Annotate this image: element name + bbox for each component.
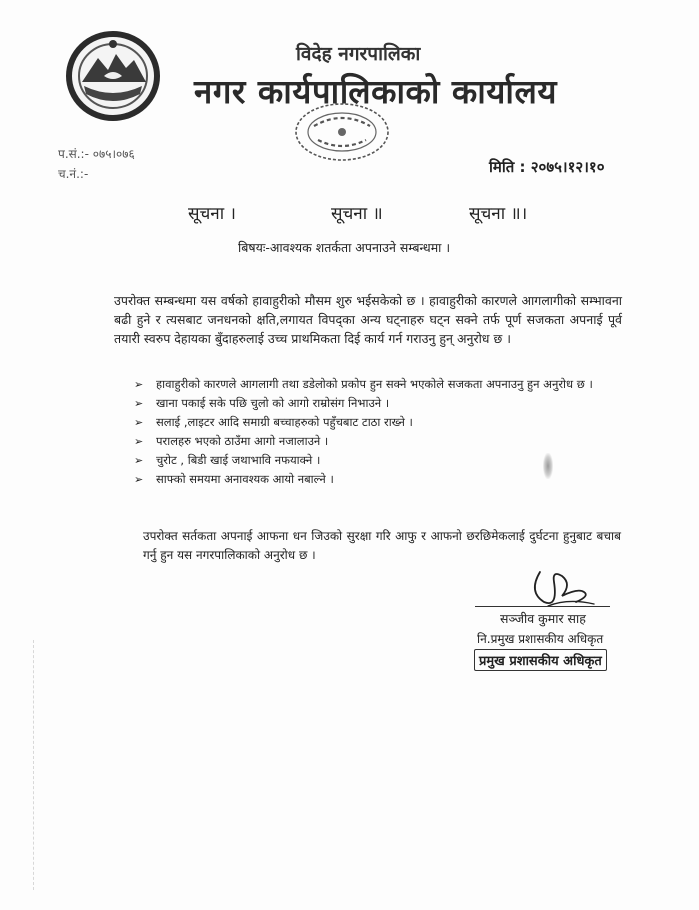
notice-heading-1: सूचना । [188, 204, 236, 224]
arrow-bullet-icon: ➢ [134, 416, 144, 429]
letter-number: प.सं.:- ०७५।०७६ [58, 147, 135, 161]
list-item [134, 414, 622, 431]
arrow-bullet-icon: ➢ [134, 473, 144, 486]
letter-date: मिति : २०७५।१२।१० [489, 158, 605, 176]
signer-name: सञ्जीव कुमार साह [500, 611, 586, 626]
arrow-bullet-icon: ➢ [134, 397, 144, 410]
list-item-text: सलाई ,लाइटर आदि समाग्री बच्चाहरुको पहुँचबाट टाठा राख्ने । [156, 415, 413, 429]
arrow-bullet-icon: ➢ [134, 435, 144, 448]
arrow-bullet-icon: ➢ [134, 378, 144, 391]
signer-title: नि.प्रमुख प्रशासकीय अधिकृत [477, 632, 604, 646]
arrow-bullet-icon: ➢ [134, 454, 144, 467]
scan-artifact-line [33, 640, 34, 890]
list-item-text: हावाहुरीको कारणले आगलागी तथा डडेलोको प्रकोप हुन सक्ने भएकोले सजकता अपनाउनु हुन अनुरोध छ । [156, 377, 593, 391]
signature-rule [475, 606, 610, 607]
subject-line: बिषयः-आवश्यक शतर्कता अपनाउने सम्बन्धमा । [238, 240, 451, 255]
nepal-emblem-icon [64, 30, 162, 122]
list-item [134, 433, 622, 450]
municipality-name: विदेह नगरपालिका [296, 43, 421, 65]
list-item-text: परालहरु भएको ठाउँमा आगो नजालाउने । [156, 434, 329, 448]
list-item-text: साफ्को समयमा अनावश्यक आयो नबाल्ने । [156, 472, 334, 486]
list-item-text: चुरोट , बिडी खाई जथाभावि नफयाक्ने । [156, 453, 321, 467]
designation-stamp: प्रमुख प्रशासकीय अधिकृत [474, 649, 607, 671]
closing-paragraph: उपरोक्त सर्तकता अपनाई आफना धन जिउको सुरक्षा गरि आफु र आफनो छरछिमेकलाई दुर्घटना हुनुबाट बचाब गर्नु हुन यस नगरपालिकाको अनुरोध छ । [143, 529, 621, 562]
list-item [134, 376, 622, 393]
office-seal-icon [290, 100, 394, 164]
intro-paragraph: उपरोक्त सम्बन्धमा यस वर्षको हावाहुरीको मौसम शुरु भईसकेको छ । हावाहुरीको कारणले आगलागीको सम्भावना बढी हुने र त्यसबाट जनधनको क्षति,लगायत विपद्का अन्य घट्नाहरु घट्न सक्ने तर्फ पूर्ण सजकता अपनाई पूर्व तयारी स्वरुप देहायका बुँदाहरुलाई उच्च प्राथमिकता दिई कार्य गर्न गराउनु हुन् अनुरोध छ । [114, 293, 622, 346]
office-title: नगर कार्यपालिकाको कार्यालय [194, 72, 557, 111]
dispatch-number: च.नं.:- [58, 167, 89, 181]
scan-smudge [543, 453, 553, 479]
list-item [134, 395, 622, 412]
notice-heading-2: सूचना ॥ [331, 204, 383, 224]
notice-heading-3: सूचना ॥। [469, 204, 528, 224]
list-item-text: खाना पकाई सके पछि चुलो को आगो राम्रोसंग निभाउने । [156, 396, 390, 410]
